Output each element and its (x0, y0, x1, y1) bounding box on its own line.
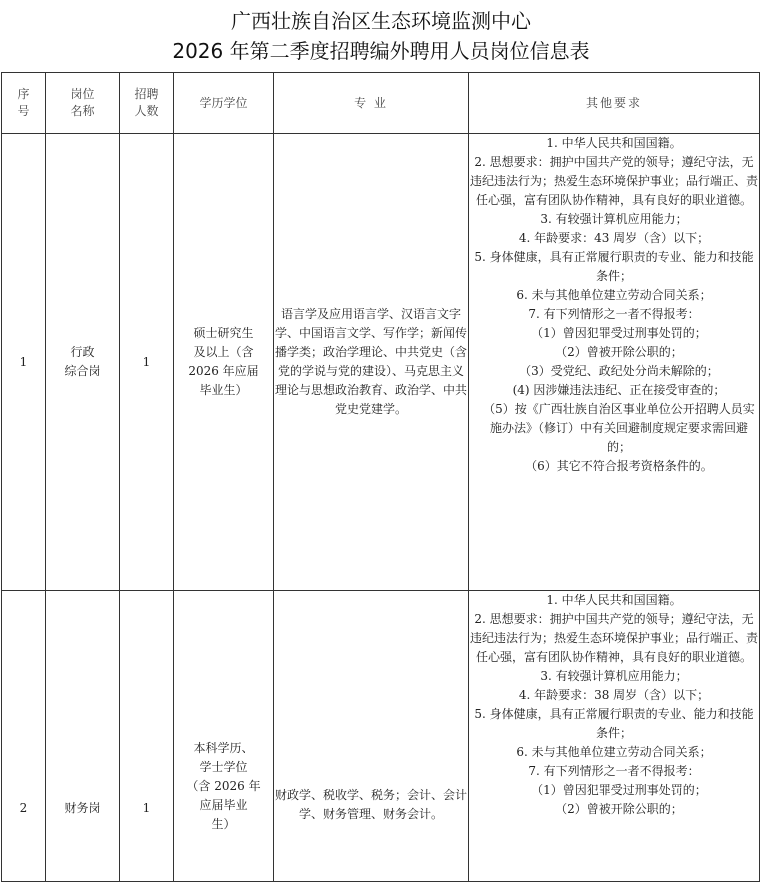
row-seq: 1 (2, 134, 46, 591)
table-row (2, 134, 760, 591)
requirement-item: （3）受党纪、政纪处分尚未解除的； (519, 364, 719, 378)
requirement-item: （5）按《广西壮族自治区事业单位公开招聘人员实施办法》（修订）中有关回避制度规定要求需回避的； (483, 402, 755, 454)
positions-table (1, 72, 760, 882)
header-major: 专 业 (274, 73, 469, 134)
row-education: 硕士研究生 及以上（含 2026 年应届 毕业生） (174, 134, 274, 591)
requirement-item: （1）曾因犯罪受过刑事处罚的； (531, 783, 707, 797)
requirement-item: 2. 思想要求：拥护中国共产党的领导；遵纪守法，无违纪违法行为；热爱生态环境保护事业；品行端正、责任心强，富有团队协作精神，具有良好的职业道德。 (469, 155, 758, 207)
row-education: 本科学历、 学士学位 （含 2026 年 应届毕业 生） (174, 591, 274, 882)
requirement-item: （2）曾被开除公职的； (555, 345, 683, 359)
requirement-item: （1）曾因犯罪受过刑事处罚的； (531, 326, 707, 340)
row-seq: 2 (2, 591, 46, 882)
row-requirements (469, 591, 760, 882)
header-position: 岗位 名称 (46, 73, 120, 134)
requirement-item: 4. 年龄要求：43 周岁（含）以下； (518, 231, 710, 245)
requirement-item: 3. 有较强计算机应用能力； (540, 669, 688, 683)
header-other: 其他要求 (469, 73, 760, 134)
title-line-2: 2026 年第二季度招聘编外聘用人员岗位信息表 (172, 39, 590, 63)
row-major: 财政学、税收学、税务；会计、会计学、财务管理、财务会计。 (274, 591, 469, 882)
header-seq: 序 号 (2, 73, 46, 134)
row-major: 语言学及应用语言学、汉语言文字学、中国语言文学、写作学；新闻传播学类；政治学理论、中共党史（含党的学说与党的建设）、马克思主义理论与思想政治教育、政治学、中共党史党建学。 (274, 134, 469, 591)
row-position: 财务岗 (46, 591, 120, 882)
requirement-item: 7. 有下列情形之一者不得报考： (528, 307, 700, 321)
requirement-item: (4) 因涉嫌违法违纪、正在接受审查的； (512, 383, 726, 397)
requirement-item: 5. 身体健康，具有正常履行职责的专业、能力和技能条件； (474, 250, 754, 283)
document-title (0, 6, 762, 66)
title-line-1: 广西壮族自治区生态环境监测中心 (231, 9, 531, 33)
requirement-item: 5. 身体健康，具有正常履行职责的专业、能力和技能条件； (474, 707, 754, 740)
header-count: 招聘 人数 (120, 73, 174, 134)
requirements-list (469, 134, 759, 476)
requirement-item: 7. 有下列情形之一者不得报考： (528, 764, 700, 778)
requirements-list (469, 591, 759, 819)
requirement-item: 1. 中华人民共和国国籍。 (546, 593, 682, 607)
requirement-item: （6）其它不符合报考资格条件的。 (525, 459, 713, 473)
requirement-item: 3. 有较强计算机应用能力； (540, 212, 688, 226)
row-count: 1 (120, 591, 174, 882)
requirement-item: （2）曾被开除公职的； (555, 802, 683, 816)
row-count: 1 (120, 134, 174, 591)
table-row (2, 591, 760, 882)
row-requirements (469, 134, 760, 591)
table-header-row (2, 73, 760, 134)
header-education: 学历学位 (174, 73, 274, 134)
requirement-item: 1. 中华人民共和国国籍。 (546, 136, 682, 150)
requirement-item: 2. 思想要求：拥护中国共产党的领导；遵纪守法，无违纪违法行为；热爱生态环境保护事业；品行端正、责任心强，富有团队协作精神，具有良好的职业道德。 (469, 612, 758, 664)
requirement-item: 6. 未与其他单位建立劳动合同关系； (516, 288, 712, 302)
requirement-item: 4. 年龄要求：38 周岁（含）以下； (518, 688, 710, 702)
row-position: 行政 综合岗 (46, 134, 120, 591)
requirement-item: 6. 未与其他单位建立劳动合同关系； (516, 745, 712, 759)
